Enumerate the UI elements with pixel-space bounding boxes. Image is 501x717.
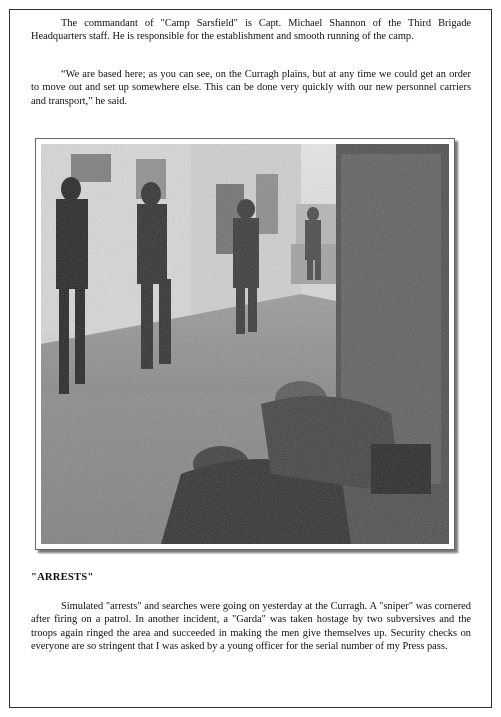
- photo-frame: [35, 138, 455, 550]
- paragraph-commandant: The commandant of "Camp Sarsfield" is Capt. Michael Shannon of the Third Brigade Headquarters staff. He is responsible for the establishment and smooth running of the camp.: [31, 18, 471, 43]
- section-heading-arrests: "ARRESTS": [31, 572, 94, 583]
- paragraph-quote: “We are based here; as you can see, on the Curragh plains, but at any time we could get an order to move out and set up somewhere else. This can be done very quickly with our new personnel carriers and transport,” he said.: [31, 69, 471, 107]
- paragraph-arrests: Simulated "arrests" and searches were going on yesterday at the Curragh. A "sniper" was cornered after firing on a patrol. In another incident, a "Garda" was taken hostage by two subversives and the troops again ringed the area and succeeded in making the men give themselves up. Security checks on everyone are so stringent that I was asked by a young officer for the serial number of my Press pass.: [31, 601, 471, 653]
- photograph-icon: [41, 144, 449, 544]
